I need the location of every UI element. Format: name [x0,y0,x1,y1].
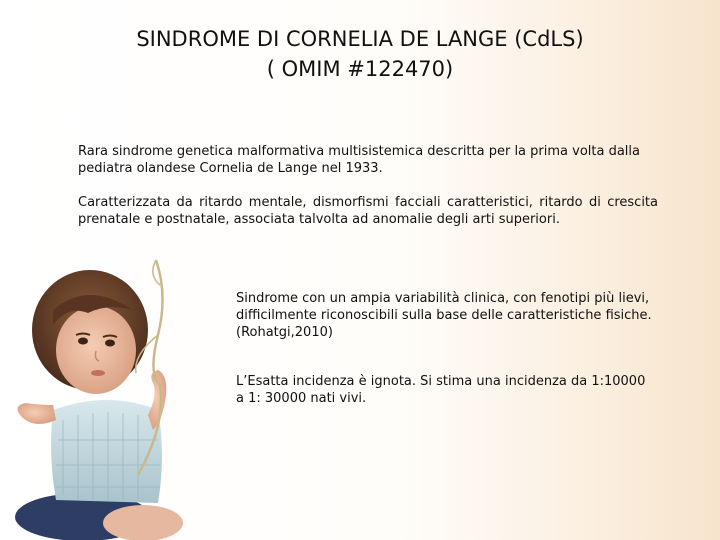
title-line-1: SINDROME DI CORNELIA DE LANGE (CdLS) [136,27,584,51]
slide-title [0,24,720,84]
paragraph-characteristics: Caratterizzata da ritardo mentale, dismorfismi facciali caratteristici, ritardo di crescita prenatale e postnatale, associata talvolta ad anomalie degli arti superiori. [78,195,658,227]
paragraph-incidence: L’Esatta incidenza è ignota. Si stima una incidenza da 1:10000 a 1: 30000 nati vivi. [236,374,646,406]
paragraph-variability: Sindrome con un ampia variabilità clinica, con fenotipi più lievi, difficilmente riconoscibili sulla base delle caratteristiche fisiche. (Rohatgi,2010) [236,291,652,340]
child-photo [8,255,223,540]
dress [51,400,162,503]
face [56,306,136,394]
paragraph-description: Rara sindrome genetica malformativa multisistemica descritta per la prima volta dalla pediatra olandese Cornelia de Lange nel 1933. [78,144,640,176]
title-line-2: ( OMIM #122470) [266,57,454,81]
left-arm [18,403,56,424]
right-arm [148,370,166,430]
